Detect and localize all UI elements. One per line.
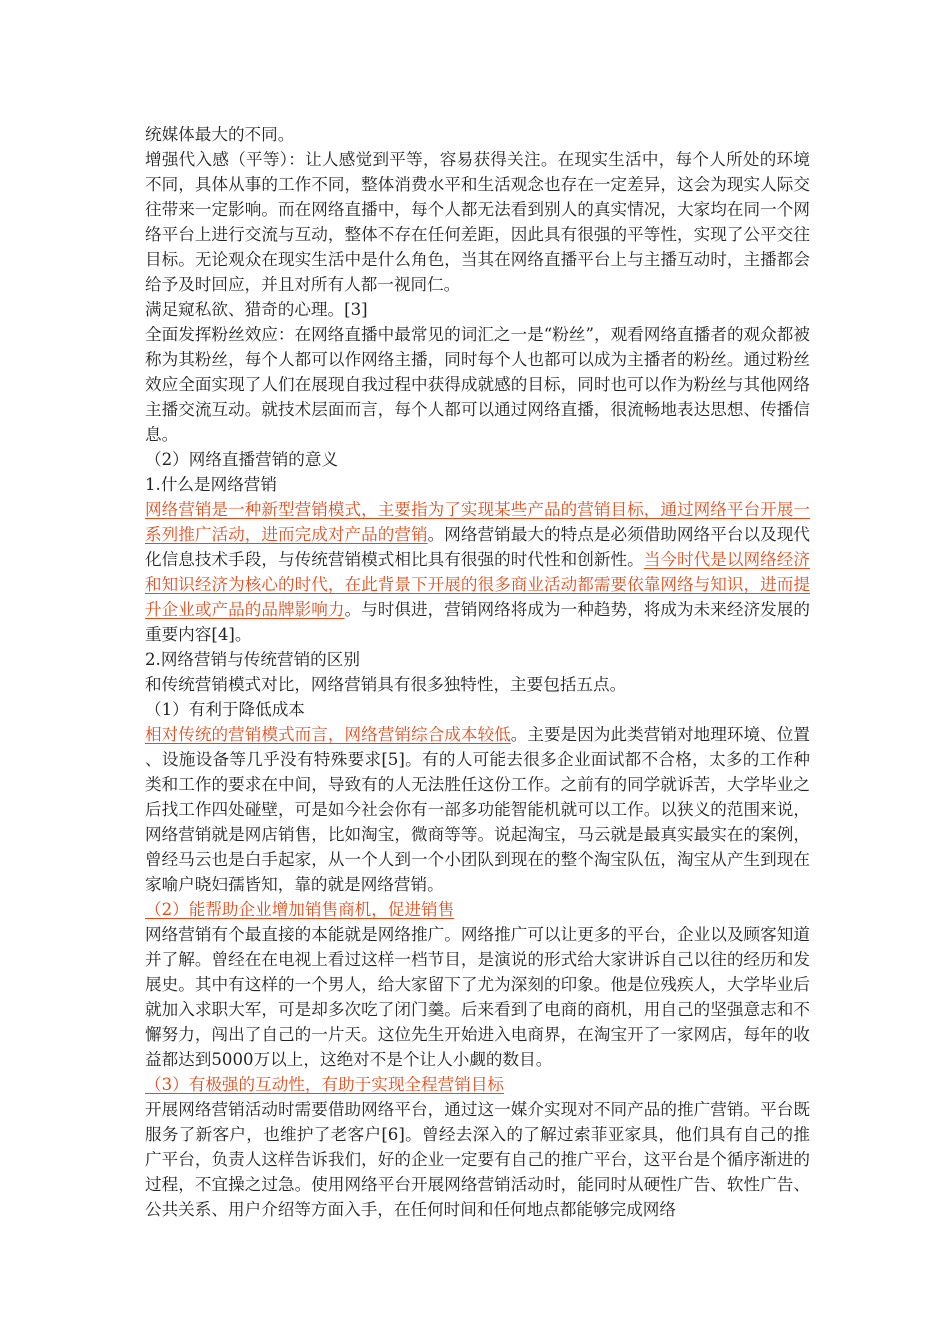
text-run: 网络营销有个最直接的本能就是网络推广。网络推广可以让更多的平台，企业以及顾客知道并了解。曾经在在电视上看过这样一档节目，是演说的形式给大家讲诉自己以往的经历和发展史。其中有这样的一个男人，给大家留下了尤为深刻的印象。他是位残疾人，大学毕业后就加入求职大军，可是却多次吃了闭门羹。后来看到了电商的商机，用自己的坚强意志和不懈努力，闯出了自己的一片天。这位先生开始进入电商界，在淘宝开了一家网店，每年的收益都达到5000万以上，这绝对不是个让人小觑的数目。 [145, 925, 810, 1069]
subsection-heading [145, 472, 810, 497]
paragraph-comparison-intro [145, 672, 810, 697]
paragraph-sales-opportunity [145, 922, 810, 1072]
paragraph-continuation [145, 122, 810, 147]
text-run: 。与时俱进，营销网络将成为一种趋势，将成为未来经济发展的重要内容[4]。 [145, 600, 811, 644]
heading-text: （2）网络直播营销的意义 [145, 450, 339, 469]
paragraph-network-marketing-definition [145, 497, 810, 647]
text-run: 统媒体最大的不同。 [145, 125, 295, 144]
highlighted-heading: （2）能帮助企业增加销售商机，促进销售 [145, 900, 455, 919]
heading-text: （1）有利于降低成本 [145, 700, 305, 719]
point-heading [145, 1072, 810, 1097]
paragraph-curiosity [145, 297, 810, 322]
paragraph-interactivity [145, 1097, 810, 1222]
text-run: 。主要是因为此类营销对地理环境、位置、设施设备等几乎没有特殊要求[5]。有的人可能去很多企业面试都不合格，太多的工作种类和工作的要求在中间，导致有的人无法胜任这份工作。之前有的同学就诉苦，大学毕业之后找工作四处碰壁，可是如今社会你有一部多功能智能机就可以工作。以狭义的范围来说，网络营销就是网店销售，比如淘宝，微商等等。说起淘宝，马云就是最真实最实在的案例，曾经马云也是白手起家，从一个人到一个小团队到现在的整个淘宝队伍，淘宝从产生到现在家喻户晓妇孺皆知，靠的就是网络营销。 [145, 725, 811, 894]
heading-text: 1.什么是网络营销 [145, 475, 277, 494]
paragraph-equality [145, 147, 810, 297]
document-body [145, 122, 810, 1222]
text-run: 开展网络营销活动时需要借助网络平台，通过这一媒介实现对不同产品的推广营销。平台既服务了新客户，也维护了老客户[6]。曾经去深入的了解过索菲亚家具，他们具有自己的推广平台，负责人这样告诉我们，好的企业一定要有自己的推广平台，这平台是个循序渐进的过程，不宜操之过急。使用网络平台开展网络营销活动时，能同时从硬性广告、软性广告、公共关系、用户介绍等方面入手，在任何时间和任何地点都能够完成网络 [145, 1100, 810, 1219]
text-run: 和传统营销模式对比，网络营销具有很多独特性，主要包括五点。 [145, 675, 627, 694]
point-heading [145, 897, 810, 922]
text-run: 满足窥私欲、猎奇的心理。[3] [145, 300, 368, 319]
highlighted-heading: （3）有极强的互动性，有助于实现全程营销目标 [145, 1075, 505, 1094]
text-run: 全面发挥粉丝效应：在网络直播中最常见的词汇之一是“粉丝”，观看网络直播者的观众都被称为其粉丝，每个人都可以作网络主播，同时每个人也都可以成为主播者的粉丝。通过粉丝效应全面实现了人们在展现自我过程中获得成就感的目标，同时也可以作为粉丝与其他网络主播交流互动。就技术层面而言，每个人都可以通过网络直播，很流畅地表达思想、传播信息。 [145, 325, 810, 444]
point-heading [145, 697, 810, 722]
highlighted-text: 相对传统的营销模式而言，网络营销综合成本较低 [145, 725, 511, 744]
subsection-heading [145, 647, 810, 672]
section-heading [145, 447, 810, 472]
heading-text: 2.网络营销与传统营销的区别 [145, 650, 360, 669]
text-run: 。网络营销最大的特点是必须借助网络平台以及现代化信息技术手段，与传统营销模式相比具有很强的时代性和创新性。 [145, 525, 811, 569]
highlighted-text: 网络营销是一种新型营销模式，主要指为了实现某些产品的营销目标，通过网络平台开展一系列推广活动，进而完成对产品的营销 [145, 500, 810, 544]
highlighted-text: 当今时代是以网络经济和知识经济为核心的时代，在此背景下开展的很多商业活动都需要依靠网络与知识，进而提升企业或产品的品牌影响力 [145, 550, 811, 619]
paragraph-lower-cost [145, 722, 810, 897]
paragraph-fan-effect [145, 322, 810, 447]
text-run: 增强代入感（平等）：让人感觉到平等，容易获得关注。在现实生活中，每个人所处的环境不同，具体从事的工作不同，整体消费水平和生活观念也存在一定差异，这会为现实人际交往带来一定影响。而在网络直播中，每个人都无法看到别人的真实情况，大家均在同一个网络平台上进行交流与互动，整体不存在任何差距，因此具有很强的平等性，实现了公平交往目标。无论观众在现实生活中是什么角色，当其在网络直播平台上与主播互动时，主播都会给予及时回应，并且对所有人都一视同仁。 [145, 150, 810, 294]
